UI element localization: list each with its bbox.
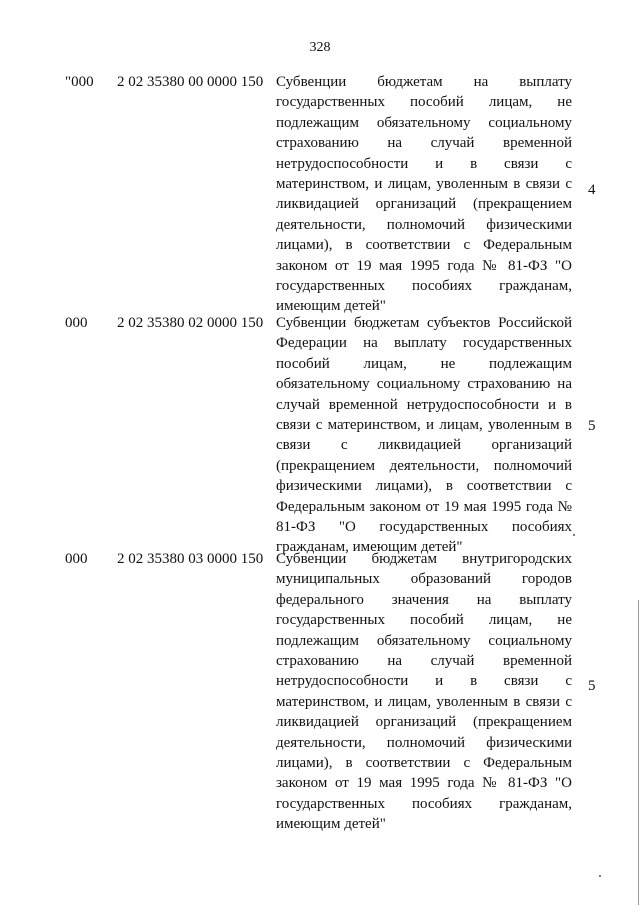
admin-code: 000: [65, 551, 88, 567]
income-description: Субвенции бюджетам внутригородских муниципальных образований городов федерального значения на выплату государственных пособий лицам, не подлежащим обязательному социальному страхованию на случай временной нетрудоспособности и в связи с материнством, и лицам, уволенным в связи с ликвидацией организаций (прекращением деятельности, полномочий физическими лицами), в соответствии с Федеральным законом от 19 мая 1995 года № 81-ФЗ "О государственных пособиях гражданам, имеющим детей": [276, 551, 572, 833]
kbk-code: 2 02 35380 03 0000 150: [117, 551, 264, 567]
scan-speck: [573, 534, 575, 536]
scan-edge-line: [638, 600, 639, 905]
admin-code: 000: [65, 315, 88, 331]
kbk-code: 2 02 35380 02 0000 150: [117, 315, 264, 331]
scan-speck: [599, 875, 601, 877]
kbk-code: 2 02 35380 00 0000 150: [117, 74, 264, 90]
income-description: Субвенции бюджетам на выплату государственных пособий лицам, не подлежащим обязательному социальному страхованию на случай временной нетрудоспособности и в связи с материнством, и лицам, уволенным в связи с ликвидацией организаций (прекращением деятельности, полномочий физическими лицами), в соответствии с Федеральным законом от 19 мая 1995 года № 81-ФЗ "О государственных пособиях гражданам, имеющим детей": [276, 74, 572, 315]
amount: 5: [588, 418, 596, 434]
income-description: Субвенции бюджетам субъектов Российской Федерации на выплату государственных пособий лицам, не подлежащим обязательному социальному страхованию на случай временной нетрудоспособности и в связи с материнством, и лицам, уволенным в связи с ликвидацией организаций (прекращением деятельности, полномочий физическими лицами), в соответствии с Федеральным законом от 19 мая 1995 года № 81-ФЗ "О государственных пособиях гражданам, имеющим детей": [276, 315, 572, 556]
amount: 4: [588, 182, 596, 198]
page-number: 328: [309, 40, 331, 55]
admin-code: "000: [65, 74, 94, 90]
amount: 5: [588, 678, 596, 694]
